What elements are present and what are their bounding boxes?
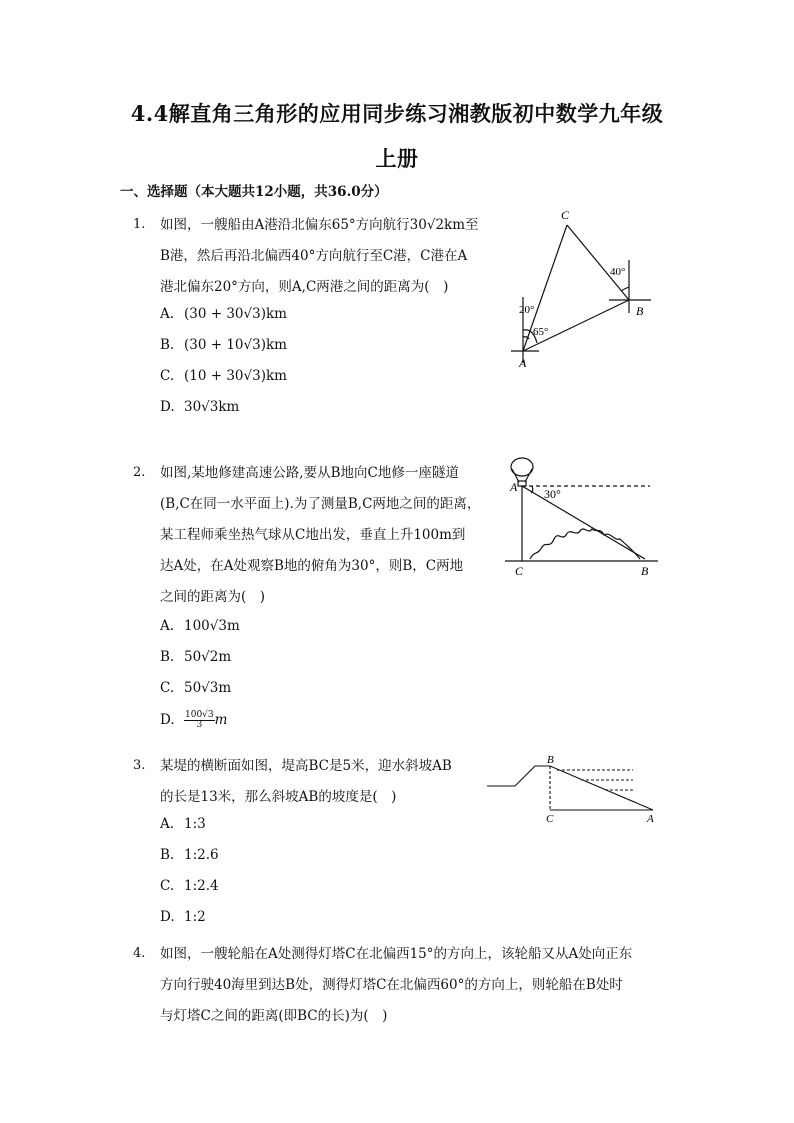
question-3-option-d[interactable] (160, 909, 206, 925)
option-label: A. (160, 306, 175, 322)
question-2-option-c[interactable] (160, 680, 231, 696)
option-text: 30√3km (184, 399, 240, 415)
page-title-line2: 上册 (375, 146, 419, 171)
option-label: D. (160, 712, 175, 728)
question-2-option-d[interactable] (160, 711, 227, 730)
option-text: (30 + 30√3)km (184, 306, 287, 322)
label-b: B (547, 754, 554, 766)
question-1-line-3: 港北偏东20°方向，则A,C两港之间的距离为( ) (160, 279, 449, 295)
option-label: B. (160, 649, 175, 665)
option-text: 1:2.4 (184, 878, 219, 894)
option-label: D. (160, 909, 175, 925)
option-label: B. (160, 847, 175, 863)
option-label: A. (160, 816, 175, 832)
question-2-line-2: (B,C在同一水平面上).为了测量B,C两地之间的距离， (160, 496, 481, 512)
option-text: 50√3m (184, 680, 232, 696)
question-4-line-2: 方向行驶40海里到达B处，测得灯塔C在北偏西60°的方向上，则轮船在B处时 (160, 977, 623, 993)
question-3-option-b[interactable] (160, 847, 219, 863)
fraction-numerator: 100√3 (185, 710, 214, 720)
mountain (530, 529, 640, 559)
option-text: 100√3m (184, 618, 240, 634)
question-2-line-4: 达A处，在A处观察B地的俯角为30°，则B，C两地 (160, 558, 464, 574)
segment-cb (567, 225, 629, 300)
question-2-number: 2. (133, 465, 146, 480)
question-4-line-1: 如图，一艘轮船在A处测得灯塔C在北偏西15°的方向上，该轮船又从A处向正东 (160, 946, 633, 962)
question-4-number: 4. (133, 946, 146, 961)
option-label: D. (160, 399, 175, 415)
segment-ab (522, 486, 645, 559)
label-a: A (519, 356, 527, 370)
option-text: (10 + 30√3)km (184, 368, 287, 384)
option-unit: m (214, 712, 228, 728)
label-a: A (647, 813, 654, 825)
question-3-figure (485, 752, 660, 827)
label-a: A (510, 480, 518, 494)
question-1-option-b[interactable] (160, 337, 287, 353)
question-1-line-1: 如图，一艘船由A港沿北偏东65°方向航行30√2km至 (160, 217, 479, 233)
question-2-figure (500, 455, 665, 580)
fraction (184, 711, 215, 730)
question-1-option-a[interactable] (160, 306, 287, 322)
question-2-line-5: 之间的距离为( ) (160, 589, 266, 605)
question-3-line-2: 的长是13米，那么斜坡AB的坡度是( ) (160, 789, 397, 805)
question-2-option-b[interactable] (160, 649, 231, 665)
label-angle-40: 40° (610, 266, 626, 278)
label-c: C (515, 564, 524, 578)
label-b: B (641, 564, 649, 578)
question-4-line-3: 与灯塔C之间的距离(即BC的长)为( ) (160, 1008, 388, 1024)
question-1-option-c[interactable] (160, 368, 287, 384)
question-1-figure (505, 205, 665, 370)
question-2-option-a[interactable] (160, 618, 240, 634)
section-header: 一、选择题（本大题共12小题，共36.0分） (120, 184, 388, 200)
option-label: C. (160, 680, 175, 696)
option-text: 1:2.6 (184, 847, 219, 863)
question-3-line-1: 某堤的横断面如图，堤高BC是5米，迎水斜坡AB (160, 758, 452, 774)
page-title-line1: 4.4解直角三角形的应用同步练习湘教版初中数学九年级 (130, 101, 664, 126)
label-c: C (546, 813, 554, 825)
label-c: C (561, 208, 570, 222)
label-angle-65: 65° (533, 326, 549, 338)
option-text: 1:3 (184, 816, 206, 832)
option-text: 50√2m (184, 649, 232, 665)
question-3-option-c[interactable] (160, 878, 219, 894)
fraction-denominator: 3 (196, 720, 203, 730)
option-label: A. (160, 618, 175, 634)
label-angle-30: 30° (544, 487, 561, 501)
option-text: 1:2 (184, 909, 206, 925)
question-3-option-a[interactable] (160, 816, 206, 832)
label-b: B (636, 304, 644, 318)
question-2-line-1: 如图,某地修建高速公路,要从B地向C地修一座隧道 (160, 465, 459, 481)
option-text: (30 + 10√3)km (184, 337, 287, 353)
label-angle-20: 20° (519, 304, 535, 316)
option-label: B. (160, 337, 175, 353)
question-1-number: 1. (133, 217, 146, 232)
question-1-option-d[interactable] (160, 399, 239, 415)
angle-arc-40 (621, 287, 629, 291)
option-label: C. (160, 878, 175, 894)
question-2-line-3: 某工程师乘坐热气球从C地出发，垂直上升100m到 (160, 527, 466, 543)
option-label: C. (160, 368, 175, 384)
question-3-number: 3. (133, 758, 146, 773)
dam-profile (487, 766, 653, 810)
question-1-line-2: B港，然后再沿北偏西40°方向航行至C港，C港在A (160, 248, 468, 264)
